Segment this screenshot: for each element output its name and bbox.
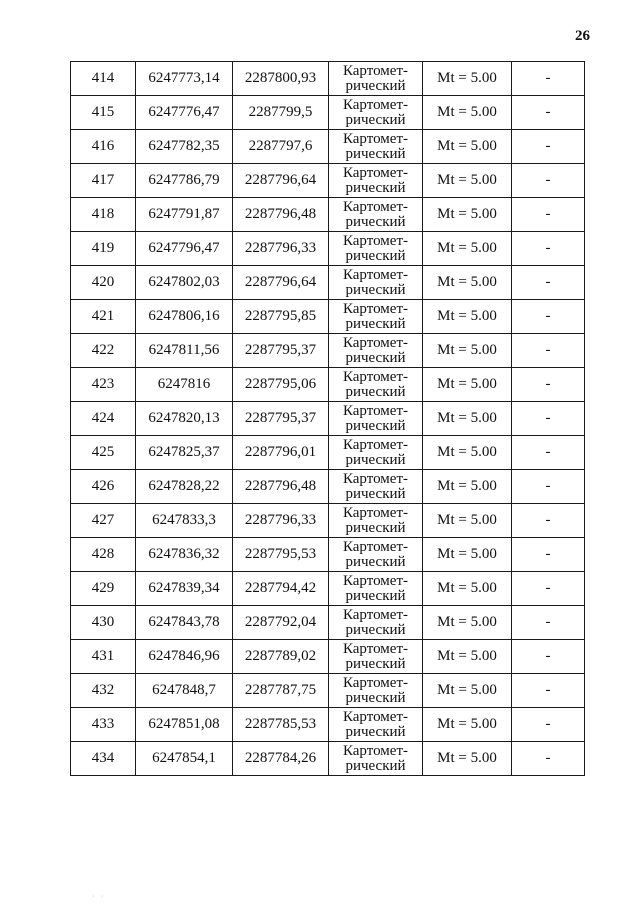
accuracy-cell: Mt = 5.00 [423,436,512,470]
point-number-cell: 424 [71,402,136,436]
note-cell: - [512,198,585,232]
accuracy-cell: Mt = 5.00 [423,96,512,130]
point-number-cell: 431 [71,640,136,674]
note-cell: - [512,164,585,198]
y-coordinate-cell: 2287799,5 [233,96,329,130]
point-number-cell: 430 [71,606,136,640]
table-row [71,504,585,538]
method-text-line: рический [345,485,406,502]
method-text-line: Картомет- [342,640,409,657]
x-coordinate-cell: 6247802,03 [136,266,233,300]
method-text-line: Картомет- [342,606,409,623]
y-coordinate-cell: 2287800,93 [233,62,329,96]
x-coordinate-cell: 6247791,87 [136,198,233,232]
method-text-line: рический [345,723,406,740]
method-cell [329,606,423,640]
method-text-line: рический [345,213,406,230]
x-coordinate-cell: 6247811,56 [136,334,233,368]
accuracy-cell: Mt = 5.00 [423,402,512,436]
accuracy-cell: Mt = 5.00 [423,708,512,742]
x-coordinate-cell: 6247854,1 [136,742,233,776]
accuracy-cell: Mt = 5.00 [423,300,512,334]
method-cell [329,572,423,606]
accuracy-cell: Mt = 5.00 [423,368,512,402]
note-cell: - [512,708,585,742]
accuracy-cell: Mt = 5.00 [423,538,512,572]
x-coordinate-cell: 6247839,34 [136,572,233,606]
note-cell: - [512,640,585,674]
y-coordinate-cell: 2287796,48 [233,198,329,232]
x-coordinate-cell: 6247825,37 [136,436,233,470]
y-coordinate-cell: 2287796,64 [233,164,329,198]
table-row [71,606,585,640]
point-number-cell: 418 [71,198,136,232]
point-number-cell: 429 [71,572,136,606]
point-number-cell: 419 [71,232,136,266]
x-coordinate-cell: 6247782,35 [136,130,233,164]
x-coordinate-cell: 6247851,08 [136,708,233,742]
point-number-cell: 414 [71,62,136,96]
note-cell: - [512,470,585,504]
note-cell: - [512,674,585,708]
method-text-line: Картомет- [342,300,409,317]
table-row [71,436,585,470]
method-text-line: Картомет- [342,674,409,691]
method-cell [329,742,423,776]
point-number-cell: 425 [71,436,136,470]
y-coordinate-cell: 2287795,37 [233,334,329,368]
y-coordinate-cell: 2287796,33 [233,232,329,266]
method-text-line: рический [345,179,406,196]
y-coordinate-cell: 2287796,48 [233,470,329,504]
method-text-line: рический [345,621,406,638]
method-text-line: Картомет- [342,402,409,419]
method-cell [329,470,423,504]
method-cell [329,130,423,164]
y-coordinate-cell: 2287789,02 [233,640,329,674]
y-coordinate-cell: 2287795,53 [233,538,329,572]
point-number-cell: 426 [71,470,136,504]
point-number-cell: 433 [71,708,136,742]
method-text-line: Картомет- [342,266,409,283]
accuracy-cell: Mt = 5.00 [423,606,512,640]
method-cell [329,334,423,368]
method-text-line: рический [345,587,406,604]
point-number-cell: 420 [71,266,136,300]
coordinates-table [70,61,585,776]
method-text-line: рический [345,281,406,298]
method-text-line: рический [345,553,406,570]
x-coordinate-cell: 6247836,32 [136,538,233,572]
x-coordinate-cell: 6247848,7 [136,674,233,708]
y-coordinate-cell: 2287795,85 [233,300,329,334]
point-number-cell: 417 [71,164,136,198]
method-text-line: рический [345,519,406,536]
method-text-line: Картомет- [342,742,409,759]
y-coordinate-cell: 2287795,06 [233,368,329,402]
method-text-line: рический [345,247,406,264]
method-text-line: рический [345,315,406,332]
method-text-line: Картомет- [342,572,409,589]
method-text-line: Картомет- [342,538,409,555]
note-cell: - [512,232,585,266]
method-cell [329,96,423,130]
point-number-cell: 423 [71,368,136,402]
table-row [71,402,585,436]
accuracy-cell: Mt = 5.00 [423,470,512,504]
accuracy-cell: Mt = 5.00 [423,130,512,164]
method-text-line: Картомет- [342,708,409,725]
method-text-line: Картомет- [342,504,409,521]
note-cell: - [512,402,585,436]
table-row [71,130,585,164]
note-cell: - [512,62,585,96]
x-coordinate-cell: 6247843,78 [136,606,233,640]
point-number-cell: 422 [71,334,136,368]
accuracy-cell: Mt = 5.00 [423,742,512,776]
table-row [71,572,585,606]
method-cell [329,198,423,232]
note-cell: - [512,606,585,640]
note-cell: - [512,334,585,368]
table-row [71,538,585,572]
x-coordinate-cell: 6247806,16 [136,300,233,334]
x-coordinate-cell: 6247828,22 [136,470,233,504]
accuracy-cell: Mt = 5.00 [423,266,512,300]
table-row [71,674,585,708]
note-cell: - [512,742,585,776]
y-coordinate-cell: 2287794,42 [233,572,329,606]
note-cell: - [512,130,585,164]
method-cell [329,436,423,470]
method-text-line: Картомет- [342,198,409,215]
y-coordinate-cell: 2287784,26 [233,742,329,776]
y-coordinate-cell: 2287795,37 [233,402,329,436]
accuracy-cell: Mt = 5.00 [423,232,512,266]
table-row [71,368,585,402]
accuracy-cell: Mt = 5.00 [423,334,512,368]
point-number-cell: 421 [71,300,136,334]
method-text-line: Картомет- [342,470,409,487]
x-coordinate-cell: 6247833,3 [136,504,233,538]
page-number: 26 [575,28,590,44]
accuracy-cell: Mt = 5.00 [423,62,512,96]
method-cell [329,538,423,572]
y-coordinate-cell: 2287785,53 [233,708,329,742]
method-cell [329,708,423,742]
accuracy-cell: Mt = 5.00 [423,164,512,198]
note-cell: - [512,436,585,470]
x-coordinate-cell: 6247816 [136,368,233,402]
point-number-cell: 432 [71,674,136,708]
accuracy-cell: Mt = 5.00 [423,674,512,708]
method-text-line: Картомет- [342,334,409,351]
method-cell [329,402,423,436]
y-coordinate-cell: 2287796,64 [233,266,329,300]
coordinates-table-body [71,62,585,776]
note-cell: - [512,504,585,538]
table-row [71,266,585,300]
note-cell: - [512,538,585,572]
y-coordinate-cell: 2287796,01 [233,436,329,470]
point-number-cell: 427 [71,504,136,538]
method-text-line: Картомет- [342,436,409,453]
note-cell: - [512,300,585,334]
method-cell [329,164,423,198]
scan-artifact: · · [92,892,106,901]
point-number-cell: 428 [71,538,136,572]
x-coordinate-cell: 6247820,13 [136,402,233,436]
table-row [71,470,585,504]
table-row [71,164,585,198]
method-text-line: рический [345,111,406,128]
table-row [71,640,585,674]
x-coordinate-cell: 6247773,14 [136,62,233,96]
x-coordinate-cell: 6247846,96 [136,640,233,674]
method-text-line: рический [345,77,406,94]
method-cell [329,300,423,334]
method-text-line: Картомет- [342,232,409,249]
point-number-cell: 434 [71,742,136,776]
x-coordinate-cell: 6247776,47 [136,96,233,130]
table-row [71,742,585,776]
method-cell [329,368,423,402]
method-text-line: рический [345,655,406,672]
point-number-cell: 415 [71,96,136,130]
method-cell [329,504,423,538]
method-text-line: рический [345,757,406,774]
table-row [71,198,585,232]
method-cell [329,62,423,96]
method-cell [329,266,423,300]
method-text-line: Картомет- [342,130,409,147]
method-text-line: рический [345,145,406,162]
method-text-line: рический [345,349,406,366]
table-row [71,96,585,130]
method-text-line: Картомет- [342,164,409,181]
method-cell [329,674,423,708]
table-row [71,232,585,266]
method-text-line: рический [345,417,406,434]
method-text-line: рический [345,383,406,400]
method-text-line: Картомет- [342,62,409,79]
accuracy-cell: Mt = 5.00 [423,640,512,674]
method-text-line: Картомет- [342,368,409,385]
x-coordinate-cell: 6247796,47 [136,232,233,266]
table-row [71,334,585,368]
y-coordinate-cell: 2287792,04 [233,606,329,640]
accuracy-cell: Mt = 5.00 [423,572,512,606]
note-cell: - [512,368,585,402]
method-cell [329,640,423,674]
method-text-line: рический [345,451,406,468]
note-cell: - [512,96,585,130]
y-coordinate-cell: 2287797,6 [233,130,329,164]
method-text-line: рический [345,689,406,706]
y-coordinate-cell: 2287796,33 [233,504,329,538]
method-cell [329,232,423,266]
accuracy-cell: Mt = 5.00 [423,504,512,538]
y-coordinate-cell: 2287787,75 [233,674,329,708]
point-number-cell: 416 [71,130,136,164]
accuracy-cell: Mt = 5.00 [423,198,512,232]
table-row [71,300,585,334]
x-coordinate-cell: 6247786,79 [136,164,233,198]
note-cell: - [512,266,585,300]
method-text-line: Картомет- [342,96,409,113]
table-row [71,708,585,742]
note-cell: - [512,572,585,606]
table-row [71,62,585,96]
